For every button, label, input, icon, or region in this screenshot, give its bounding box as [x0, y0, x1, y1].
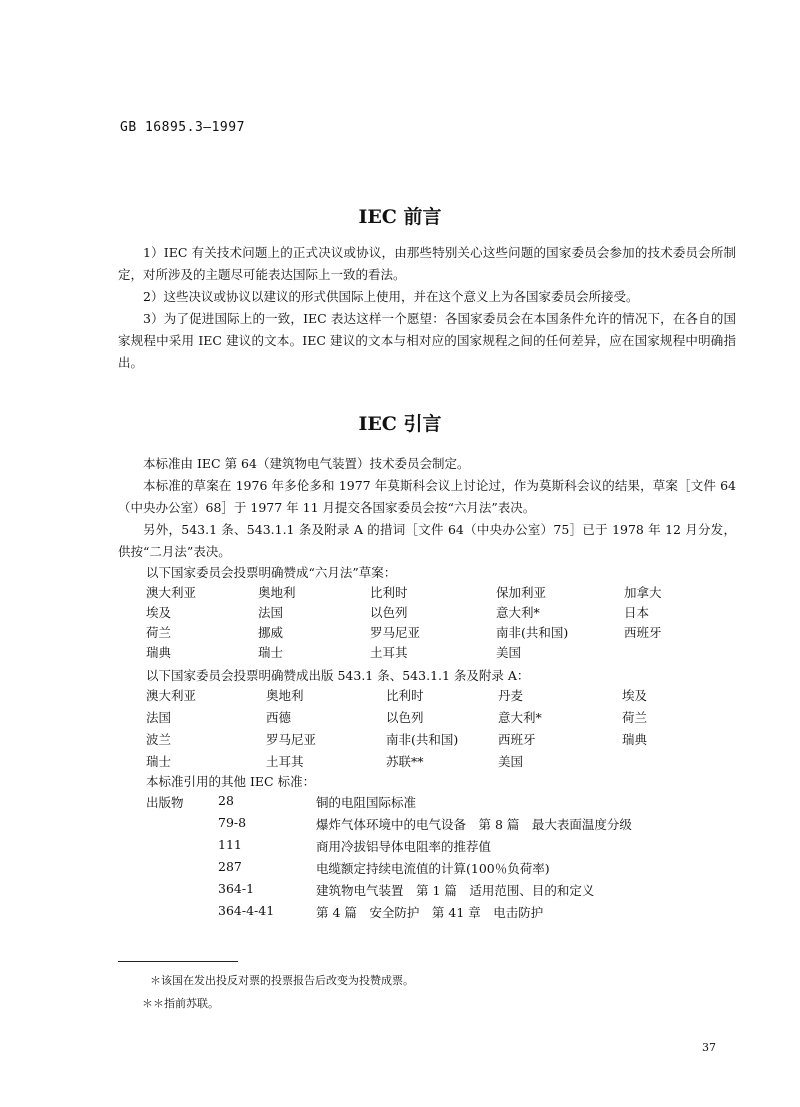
introduction-paragraph-3: 另外，543.1 条、543.1.1 条及附录 A 的措词［文件 64（中央办公室）75］已于 1978 年 12 月分发，供按“二月法”表决。 — [118, 522, 736, 559]
country-name: 埃及 — [146, 605, 172, 620]
foreword-paragraph-3: 3）为了促进国际上的一致，IEC 表达这样一个愿望：各国家委员会在本国条件允许的情况下，在各自的国家规程中采用 IEC 建议的文本。IEC 建议的文本与相对应的国家规程之间的任何差异，应在国家规程中明确指出。 — [118, 311, 736, 370]
country-name: 澳大利亚 — [146, 688, 197, 703]
reference-number: 79-8 — [218, 815, 247, 830]
publication-intro: 以下国家委员会投票明确赞成出版 543.1 条、543.1.1 条及附录 A： — [146, 668, 530, 683]
country-name: 瑞典 — [622, 732, 648, 747]
country-name: 意大利* — [496, 605, 540, 620]
introduction-paragraph-2: 本标准的草案在 1976 年多伦多和 1977 年莫斯科会议上讨论过，作为莫斯科会议的结果，草案［文件 64（中央办公室）68］于 1977 年 11 月提交各国家委员会按“六月法”表决。 — [118, 478, 736, 515]
country-name: 以色列 — [386, 710, 424, 725]
country-name: 奥地利 — [266, 688, 304, 703]
country-name: 西德 — [266, 710, 292, 725]
foreword-paragraph-2: 2）这些决议或协议以建议的形式供国际上使用，并在这个意义上为各国家委员会所接受。 — [143, 289, 639, 304]
introduction-title: IEC 引言 — [358, 413, 442, 435]
reference-number: 364-1 — [218, 881, 255, 896]
page-number: 37 — [702, 1041, 716, 1054]
reference-title: 爆炸气体环境中的电气设备 第 8 篇 最大表面温度分级 — [316, 817, 632, 832]
country-name: 比利时 — [370, 585, 408, 600]
country-name: 罗马尼亚 — [266, 732, 317, 747]
reference-title: 铜的电阻国际标准 — [316, 795, 417, 810]
foreword-title: IEC 前言 — [358, 206, 442, 228]
country-name: 澳大利亚 — [146, 585, 197, 600]
country-name: 挪威 — [258, 625, 284, 640]
reference-title: 第 4 篇 安全防护 第 41 章 电击防护 — [316, 905, 544, 920]
reference-number: 28 — [218, 793, 234, 808]
country-name: 苏联** — [386, 754, 424, 769]
country-name: 罗马尼亚 — [370, 625, 421, 640]
country-name: 荷兰 — [622, 710, 648, 725]
country-name: 保加利亚 — [496, 585, 547, 600]
country-name: 瑞士 — [258, 645, 284, 660]
reference-title: 建筑物电气装置 第 1 篇 适用范围、目的和定义 — [316, 883, 595, 898]
reference-number: 111 — [218, 837, 242, 852]
footnote-2: ＊＊指前苏联。 — [142, 997, 219, 1010]
country-name: 美国 — [496, 645, 522, 660]
country-name: 南非(共和国) — [386, 732, 459, 747]
standard-code: GB 16895.3—1997 — [120, 120, 245, 135]
country-name: 以色列 — [370, 605, 408, 620]
country-name: 土耳其 — [370, 645, 408, 660]
country-name: 意大利* — [498, 710, 542, 725]
country-name: 波兰 — [146, 732, 172, 747]
country-name: 西班牙 — [498, 732, 536, 747]
reference-title: 商用冷拔铝导体电阻率的推荐值 — [316, 839, 492, 854]
references-intro: 本标准引用的其他 IEC 标准： — [146, 774, 316, 789]
country-name: 埃及 — [622, 688, 648, 703]
country-name: 南非(共和国) — [496, 625, 569, 640]
references-label: 出版物 — [146, 795, 184, 810]
country-name: 法国 — [146, 710, 172, 725]
country-name: 日本 — [624, 605, 650, 620]
reference-number: 364-4-41 — [218, 903, 275, 918]
footnote-divider — [118, 961, 238, 962]
reference-number: 287 — [218, 859, 242, 874]
country-name: 美国 — [498, 754, 524, 769]
country-name: 加拿大 — [624, 585, 662, 600]
reference-title: 电缆额定持续电流值的计算(100％负荷率) — [316, 861, 550, 876]
footnote-1: ＊该国在发出投反对票的投票报告后改变为投赞成票。 — [150, 974, 414, 987]
country-name: 西班牙 — [624, 625, 662, 640]
introduction-paragraph-1: 本标准由 IEC 第 64（建筑物电气装置）技术委员会制定。 — [143, 456, 470, 471]
country-name: 土耳其 — [266, 754, 304, 769]
country-name: 荷兰 — [146, 625, 172, 640]
country-name: 法国 — [258, 605, 284, 620]
country-name: 瑞典 — [146, 645, 172, 660]
country-name: 丹麦 — [498, 688, 524, 703]
country-name: 奥地利 — [258, 585, 296, 600]
country-name: 瑞士 — [146, 754, 172, 769]
six-month-intro: 以下国家委员会投票明确赞成“六月法”草案： — [146, 565, 397, 580]
foreword-paragraph-1: 1）IEC 有关技术问题上的正式决议或协议，由那些特别关心这些问题的国家委员会参加的技术委员会所制定，对所涉及的主题尽可能表达国际上一致的看法。 — [118, 245, 736, 282]
country-name: 比利时 — [386, 688, 424, 703]
